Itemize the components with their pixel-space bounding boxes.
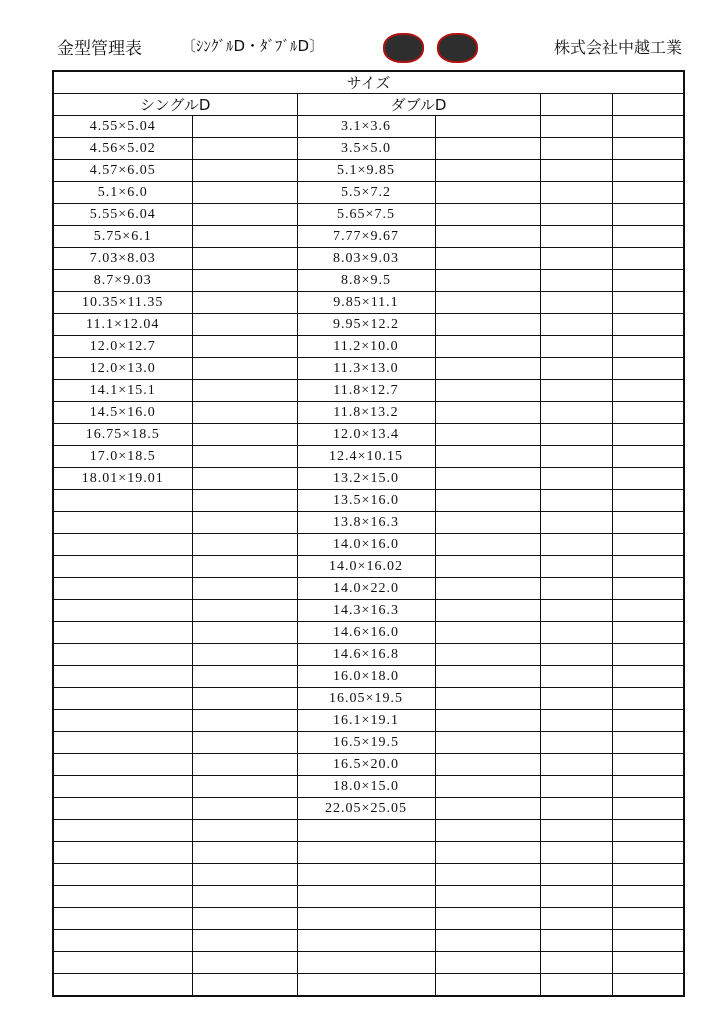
single-size-cell: 8.7×9.03 [53, 270, 192, 292]
single-note-cell [192, 336, 297, 358]
extra-cell [540, 600, 612, 622]
table-row [53, 468, 684, 490]
single-note-cell [192, 908, 297, 930]
double-note-cell [435, 622, 540, 644]
table-row [53, 138, 684, 160]
double-size-cell: 5.65×7.5 [297, 204, 435, 226]
extra-cell [540, 666, 612, 688]
blank-header [612, 94, 684, 116]
single-note-cell [192, 116, 297, 138]
single-size-cell [53, 952, 192, 974]
single-note-cell [192, 556, 297, 578]
double-note-cell [435, 864, 540, 886]
double-note-cell [435, 534, 540, 556]
single-note-cell [192, 424, 297, 446]
table-row [53, 710, 684, 732]
single-note-cell [192, 534, 297, 556]
double-d-header: ダブルD [297, 94, 540, 116]
double-note-cell [435, 842, 540, 864]
double-size-cell: 16.0×18.0 [297, 666, 435, 688]
double-note-cell [435, 292, 540, 314]
table-row [53, 358, 684, 380]
extra-cell [612, 534, 684, 556]
extra-cell [612, 952, 684, 974]
single-size-cell [53, 644, 192, 666]
single-size-cell [53, 930, 192, 952]
single-size-cell [53, 820, 192, 842]
table-row [53, 886, 684, 908]
extra-cell [540, 490, 612, 512]
table-row [53, 204, 684, 226]
double-size-cell: 14.0×22.0 [297, 578, 435, 600]
double-note-cell [435, 688, 540, 710]
extra-cell [540, 534, 612, 556]
extra-cell [612, 446, 684, 468]
double-note-cell [435, 358, 540, 380]
table-row [53, 116, 684, 138]
extra-cell [612, 358, 684, 380]
single-size-cell [53, 732, 192, 754]
double-size-cell: 11.8×13.2 [297, 402, 435, 424]
double-size-cell: 7.77×9.67 [297, 226, 435, 248]
table-row [53, 556, 684, 578]
double-size-cell: 11.3×13.0 [297, 358, 435, 380]
table-row [53, 622, 684, 644]
extra-cell [540, 952, 612, 974]
double-size-cell [297, 864, 435, 886]
page-subtitle: 〔ｼﾝｸﾞﾙD・ﾀﾞﾌﾞﾙD〕 [181, 37, 325, 55]
double-size-cell: 12.0×13.4 [297, 424, 435, 446]
single-note-cell [192, 820, 297, 842]
table-row [53, 688, 684, 710]
single-note-cell [192, 754, 297, 776]
double-size-cell [297, 820, 435, 842]
double-note-cell [435, 666, 540, 688]
extra-cell [540, 930, 612, 952]
extra-cell [612, 644, 684, 666]
single-size-cell [53, 776, 192, 798]
single-size-cell: 18.01×19.01 [53, 468, 192, 490]
double-size-cell [297, 842, 435, 864]
single-note-cell [192, 204, 297, 226]
extra-cell [540, 160, 612, 182]
size-table [52, 70, 685, 997]
extra-cell [612, 908, 684, 930]
table-row [53, 974, 684, 997]
single-size-cell: 14.5×16.0 [53, 402, 192, 424]
size-header: サイズ [53, 71, 684, 94]
single-size-cell [53, 908, 192, 930]
group-header-row [53, 71, 684, 94]
double-size-cell: 16.5×20.0 [297, 754, 435, 776]
single-size-cell [53, 600, 192, 622]
single-size-cell: 4.57×6.05 [53, 160, 192, 182]
extra-cell [540, 512, 612, 534]
double-size-cell: 16.1×19.1 [297, 710, 435, 732]
extra-cell [540, 842, 612, 864]
double-size-cell [297, 886, 435, 908]
single-size-cell: 10.35×11.35 [53, 292, 192, 314]
extra-cell [540, 424, 612, 446]
table-row [53, 314, 684, 336]
double-note-cell [435, 644, 540, 666]
table-row [53, 534, 684, 556]
double-size-cell: 14.0×16.0 [297, 534, 435, 556]
double-note-cell [435, 468, 540, 490]
extra-cell [612, 468, 684, 490]
double-note-cell [435, 402, 540, 424]
single-note-cell [192, 886, 297, 908]
single-size-cell [53, 666, 192, 688]
extra-cell [540, 776, 612, 798]
single-size-cell [53, 798, 192, 820]
extra-cell [540, 402, 612, 424]
table-row [53, 182, 684, 204]
single-size-cell [53, 512, 192, 534]
single-size-cell [53, 754, 192, 776]
table-row [53, 336, 684, 358]
double-size-cell: 5.5×7.2 [297, 182, 435, 204]
double-size-cell: 12.4×10.15 [297, 446, 435, 468]
table-row [53, 776, 684, 798]
double-size-cell [297, 908, 435, 930]
extra-cell [540, 820, 612, 842]
single-size-cell: 17.0×18.5 [53, 446, 192, 468]
extra-cell [612, 270, 684, 292]
double-note-cell [435, 578, 540, 600]
single-note-cell [192, 666, 297, 688]
double-note-cell [435, 424, 540, 446]
column-header-row [53, 94, 684, 116]
double-note-cell [435, 270, 540, 292]
extra-cell [540, 248, 612, 270]
single-size-cell [53, 842, 192, 864]
double-note-cell [435, 380, 540, 402]
double-note-cell [435, 820, 540, 842]
double-note-cell [435, 226, 540, 248]
single-note-cell [192, 270, 297, 292]
single-note-cell [192, 930, 297, 952]
table-row [53, 908, 684, 930]
table-row [53, 446, 684, 468]
single-note-cell [192, 644, 297, 666]
extra-cell [540, 732, 612, 754]
single-note-cell [192, 600, 297, 622]
double-note-cell [435, 512, 540, 534]
double-size-cell [297, 930, 435, 952]
table-row [53, 512, 684, 534]
blank-header [540, 94, 612, 116]
extra-cell [540, 358, 612, 380]
double-note-cell [435, 490, 540, 512]
single-note-cell [192, 358, 297, 380]
table-row [53, 248, 684, 270]
double-note-cell [435, 754, 540, 776]
extra-cell [540, 798, 612, 820]
double-note-cell [435, 204, 540, 226]
double-size-cell: 13.8×16.3 [297, 512, 435, 534]
single-note-cell [192, 798, 297, 820]
extra-cell [612, 688, 684, 710]
extra-cell [612, 138, 684, 160]
extra-cell [540, 204, 612, 226]
table-row [53, 842, 684, 864]
single-d-header: シングルD [53, 94, 297, 116]
double-size-cell: 9.85×11.1 [297, 292, 435, 314]
single-note-cell [192, 512, 297, 534]
extra-cell [540, 446, 612, 468]
extra-cell [612, 116, 684, 138]
single-note-cell [192, 710, 297, 732]
double-size-cell: 8.03×9.03 [297, 248, 435, 270]
extra-cell [612, 864, 684, 886]
single-note-cell [192, 864, 297, 886]
double-size-cell: 14.6×16.8 [297, 644, 435, 666]
double-note-cell [435, 160, 540, 182]
single-note-cell [192, 974, 297, 997]
double-size-cell: 3.1×3.6 [297, 116, 435, 138]
extra-cell [540, 336, 612, 358]
double-size-cell: 13.2×15.0 [297, 468, 435, 490]
extra-cell [540, 468, 612, 490]
table-row [53, 732, 684, 754]
company-name: 株式会社中越工業 [553, 38, 682, 57]
table-row [53, 292, 684, 314]
single-note-cell [192, 468, 297, 490]
table-row [53, 270, 684, 292]
double-note-cell [435, 336, 540, 358]
extra-cell [540, 622, 612, 644]
single-size-cell: 4.55×5.04 [53, 116, 192, 138]
extra-cell [612, 402, 684, 424]
table-row [53, 644, 684, 666]
single-size-cell: 5.55×6.04 [53, 204, 192, 226]
extra-cell [612, 776, 684, 798]
single-size-cell: 12.0×13.0 [53, 358, 192, 380]
double-note-cell [435, 930, 540, 952]
extra-cell [612, 974, 684, 997]
extra-cell [540, 974, 612, 997]
extra-cell [612, 578, 684, 600]
double-size-cell: 14.3×16.3 [297, 600, 435, 622]
single-size-cell: 11.1×12.04 [53, 314, 192, 336]
single-size-cell: 16.75×18.5 [53, 424, 192, 446]
double-size-cell: 9.95×12.2 [297, 314, 435, 336]
single-note-cell [192, 226, 297, 248]
extra-cell [612, 182, 684, 204]
double-size-cell: 5.1×9.85 [297, 160, 435, 182]
extra-cell [612, 842, 684, 864]
table-row [53, 666, 684, 688]
extra-cell [540, 270, 612, 292]
extra-cell [612, 314, 684, 336]
single-size-cell [53, 490, 192, 512]
single-size-cell: 4.56×5.02 [53, 138, 192, 160]
double-note-cell [435, 732, 540, 754]
single-note-cell [192, 732, 297, 754]
double-size-cell: 16.5×19.5 [297, 732, 435, 754]
extra-cell [612, 490, 684, 512]
single-size-cell [53, 534, 192, 556]
single-note-cell [192, 688, 297, 710]
redacted-mark [437, 33, 478, 63]
extra-cell [540, 226, 612, 248]
extra-cell [612, 710, 684, 732]
single-size-cell: 5.1×6.0 [53, 182, 192, 204]
double-note-cell [435, 886, 540, 908]
table-row [53, 424, 684, 446]
table-row [53, 952, 684, 974]
double-note-cell [435, 138, 540, 160]
single-size-cell [53, 710, 192, 732]
extra-cell [540, 116, 612, 138]
table-row [53, 578, 684, 600]
double-size-cell: 16.05×19.5 [297, 688, 435, 710]
single-note-cell [192, 402, 297, 424]
single-size-cell [53, 886, 192, 908]
extra-cell [540, 182, 612, 204]
double-size-cell [297, 952, 435, 974]
table-row [53, 226, 684, 248]
table-row [53, 798, 684, 820]
single-note-cell [192, 380, 297, 402]
extra-cell [612, 556, 684, 578]
table-row [53, 402, 684, 424]
double-size-cell: 18.0×15.0 [297, 776, 435, 798]
extra-cell [540, 886, 612, 908]
extra-cell [612, 512, 684, 534]
double-size-cell: 13.5×16.0 [297, 490, 435, 512]
single-size-cell [53, 556, 192, 578]
double-note-cell [435, 710, 540, 732]
extra-cell [612, 226, 684, 248]
page-title: 金型管理表 [57, 39, 142, 59]
single-size-cell [53, 864, 192, 886]
double-note-cell [435, 908, 540, 930]
extra-cell [540, 644, 612, 666]
extra-cell [612, 930, 684, 952]
single-size-cell [53, 622, 192, 644]
double-note-cell [435, 974, 540, 997]
double-note-cell [435, 446, 540, 468]
double-size-cell: 14.0×16.02 [297, 556, 435, 578]
single-note-cell [192, 842, 297, 864]
double-size-cell: 11.8×12.7 [297, 380, 435, 402]
single-size-cell: 12.0×12.7 [53, 336, 192, 358]
extra-cell [612, 732, 684, 754]
table-row [53, 864, 684, 886]
single-note-cell [192, 952, 297, 974]
extra-cell [612, 380, 684, 402]
extra-cell [540, 138, 612, 160]
double-size-cell: 8.8×9.5 [297, 270, 435, 292]
single-size-cell: 14.1×15.1 [53, 380, 192, 402]
double-note-cell [435, 182, 540, 204]
extra-cell [540, 314, 612, 336]
extra-cell [540, 292, 612, 314]
double-note-cell [435, 556, 540, 578]
single-note-cell [192, 622, 297, 644]
single-note-cell [192, 490, 297, 512]
extra-cell [540, 754, 612, 776]
single-note-cell [192, 248, 297, 270]
single-note-cell [192, 776, 297, 798]
single-note-cell [192, 182, 297, 204]
table-row [53, 490, 684, 512]
double-note-cell [435, 798, 540, 820]
extra-cell [540, 710, 612, 732]
extra-cell [612, 600, 684, 622]
single-size-cell: 7.03×8.03 [53, 248, 192, 270]
extra-cell [540, 864, 612, 886]
extra-cell [612, 798, 684, 820]
double-size-cell: 11.2×10.0 [297, 336, 435, 358]
extra-cell [540, 688, 612, 710]
table-row [53, 930, 684, 952]
table-row [53, 380, 684, 402]
double-size-cell: 3.5×5.0 [297, 138, 435, 160]
double-note-cell [435, 248, 540, 270]
single-size-cell [53, 578, 192, 600]
extra-cell [612, 248, 684, 270]
extra-cell [540, 556, 612, 578]
table-row [53, 754, 684, 776]
single-note-cell [192, 314, 297, 336]
double-size-cell [297, 974, 435, 997]
single-note-cell [192, 160, 297, 182]
extra-cell [540, 380, 612, 402]
table-row [53, 820, 684, 842]
extra-cell [612, 754, 684, 776]
double-note-cell [435, 952, 540, 974]
extra-cell [612, 424, 684, 446]
double-size-cell: 22.05×25.05 [297, 798, 435, 820]
redacted-mark [383, 33, 424, 63]
extra-cell [540, 578, 612, 600]
extra-cell [612, 820, 684, 842]
single-note-cell [192, 578, 297, 600]
single-size-cell: 5.75×6.1 [53, 226, 192, 248]
extra-cell [612, 666, 684, 688]
extra-cell [612, 160, 684, 182]
extra-cell [612, 292, 684, 314]
single-size-cell [53, 688, 192, 710]
extra-cell [612, 886, 684, 908]
extra-cell [612, 336, 684, 358]
table-row [53, 600, 684, 622]
extra-cell [612, 204, 684, 226]
double-note-cell [435, 314, 540, 336]
single-note-cell [192, 292, 297, 314]
extra-cell [612, 622, 684, 644]
double-note-cell [435, 116, 540, 138]
single-size-cell [53, 974, 192, 997]
single-note-cell [192, 446, 297, 468]
double-note-cell [435, 776, 540, 798]
table-row [53, 160, 684, 182]
single-note-cell [192, 138, 297, 160]
double-size-cell: 14.6×16.0 [297, 622, 435, 644]
extra-cell [540, 908, 612, 930]
double-note-cell [435, 600, 540, 622]
